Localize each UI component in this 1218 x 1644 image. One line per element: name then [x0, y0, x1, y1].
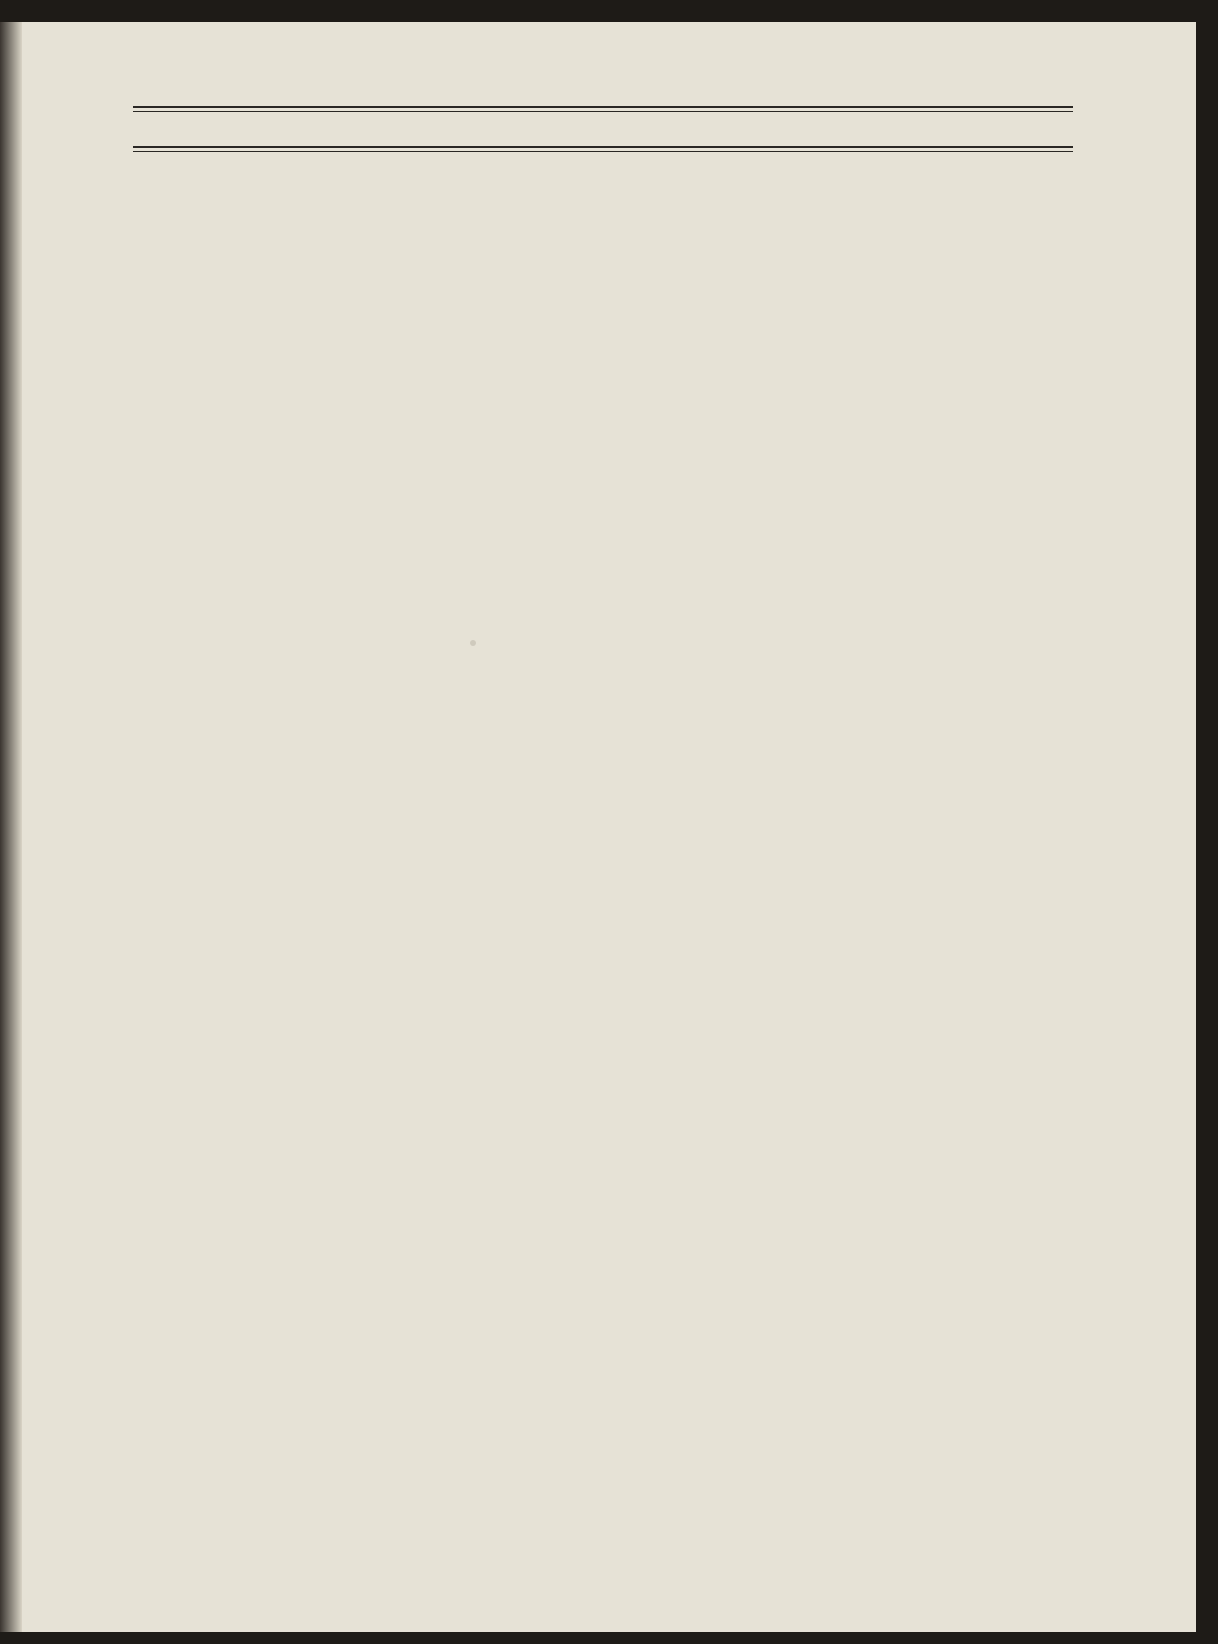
header-rule-bottom — [133, 146, 1073, 152]
scanned-page — [22, 22, 1196, 1632]
paper-stain — [470, 640, 476, 646]
running-header — [133, 106, 1073, 152]
book-spine-edge — [0, 22, 22, 1632]
